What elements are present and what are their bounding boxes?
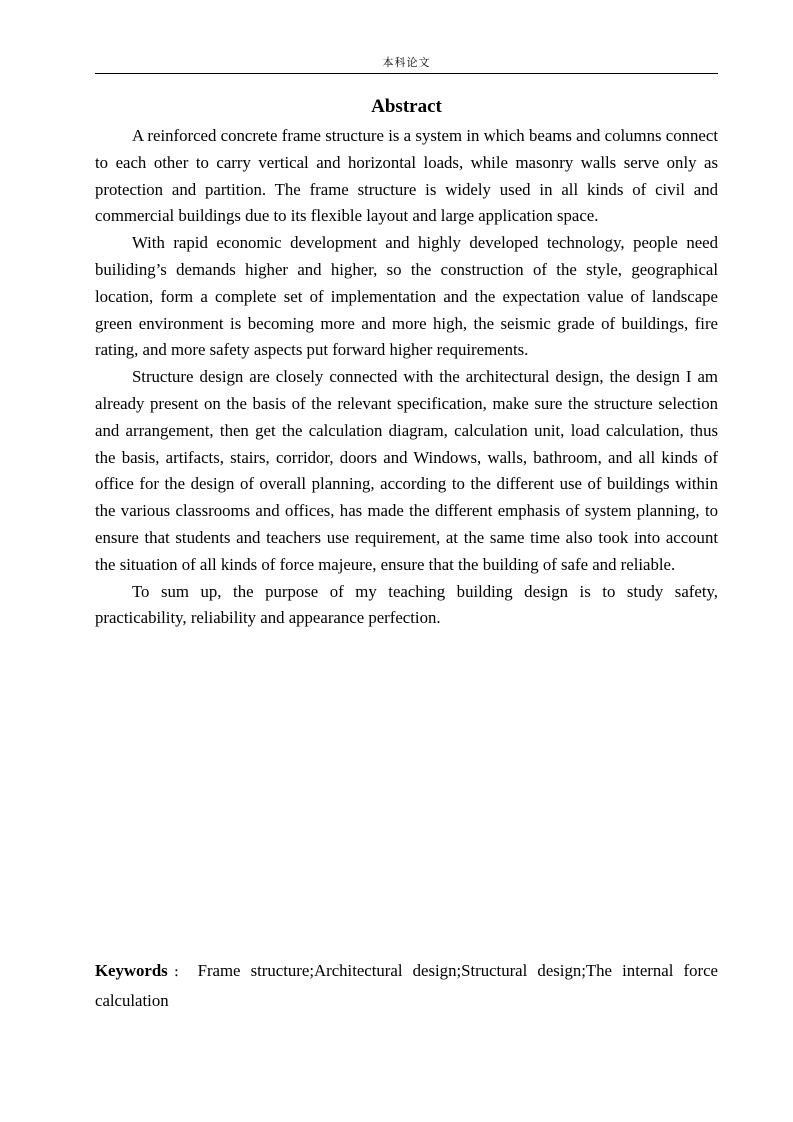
abstract-paragraph: A reinforced concrete frame structure is a system in which beams and columns connect to each other to carry vertical and horizontal loads, while masonry walls serve only as protection and partition. The frame structure is widely used in all kinds of civil and commercial buildings due to its flexible layout and large application space.: [95, 126, 718, 226]
abstract-title: Abstract: [371, 96, 442, 117]
keywords-text: Frame structure;Architectural design;Structural design;The internal force calculation: [95, 961, 718, 1010]
header-rule: [95, 73, 718, 74]
abstract-paragraph: Structure design are closely connected with the architectural design, the design I am already present on the basis of the relevant specification, make sure the structure selection and arrangement, then get the calculation diagram, calculation unit, load calculation, thus the basis, artifacts, stairs, corridor, doors and Windows, walls, bathroom, and all kinds of office for the design of overall planning, according to the different use of buildings within the various classrooms and offices, has made the different emphasis of system planning, to ensure that students and teachers use requirement, at the same time also took into account the situation of all kinds of force majeure, ensure that the building of safe and reliable.: [95, 367, 718, 574]
abstract-body: [95, 123, 718, 632]
abstract-paragraph: With rapid economic development and highly developed technology, people need builiding’s demands higher and higher, so the construction of the style, geographical location, form a complete set of implementation and the expectation value of landscape green environment is becoming more and more high, the seismic grade of buildings, fire rating, and more safety aspects put forward higher requirements.: [95, 233, 718, 360]
keywords-colon: ：: [167, 965, 192, 979]
running-header: 本科论文: [382, 56, 431, 69]
keywords-label: Keywords: [95, 961, 168, 980]
abstract-paragraph: To sum up, the purpose of my teaching building design is to study safety, practicability, reliability and appearance perfection.: [95, 581, 718, 628]
keywords-line: [95, 957, 718, 1015]
